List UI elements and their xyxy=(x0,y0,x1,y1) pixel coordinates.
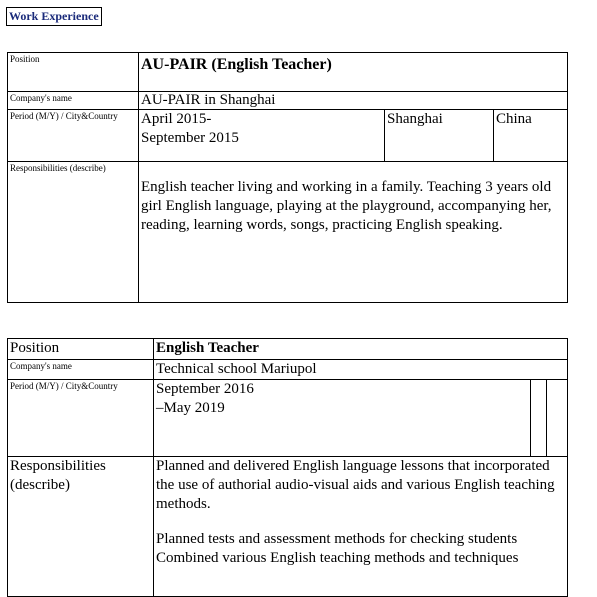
responsibilities-label: Responsibilities (describe) xyxy=(8,457,154,597)
period-value xyxy=(154,380,531,457)
period-row xyxy=(8,380,568,457)
period-label: Period (M/Y) / City&Country xyxy=(8,380,154,457)
position-label: Position xyxy=(8,339,154,360)
section-title: Work Experience xyxy=(6,7,102,26)
position-value: English Teacher xyxy=(154,339,568,360)
period-row xyxy=(8,110,568,162)
position-row xyxy=(8,339,568,360)
country-value: China xyxy=(494,110,568,162)
period-label: Period (M/Y) / City&Country xyxy=(8,110,139,162)
period-value xyxy=(139,110,385,162)
responsibilities-paragraph: Planned and delivered English language lessons that incorporated the use of authorial audio-visual aids and various English teaching methods. xyxy=(156,458,555,512)
responsibilities-paragraph: Planned tests and assessment methods for checking students Combined various English teaching methods and techniques xyxy=(156,531,519,566)
city-value xyxy=(531,380,547,457)
company-row xyxy=(8,92,568,110)
city-value: Shanghai xyxy=(385,110,494,162)
period-start: September 2016 xyxy=(156,381,254,397)
company-value: AU-PAIR in Shanghai xyxy=(139,92,568,110)
position-value: AU-PAIR (English Teacher) xyxy=(139,53,568,92)
job-table-2 xyxy=(7,338,568,597)
responsibilities-value xyxy=(154,457,568,597)
job-table-1 xyxy=(7,52,568,303)
responsibilities-row xyxy=(8,162,568,303)
company-row xyxy=(8,360,568,380)
company-label: Company's name xyxy=(8,92,139,110)
period-end: September 2015 xyxy=(141,130,239,146)
responsibilities-row xyxy=(8,457,568,597)
company-value: Technical school Mariupol xyxy=(154,360,568,380)
company-label: Company's name xyxy=(8,360,154,380)
position-row xyxy=(8,53,568,92)
period-start: April 2015- xyxy=(141,111,212,127)
period-end: –May 2019 xyxy=(156,400,225,416)
position-label: Position xyxy=(8,53,139,92)
responsibilities-label: Responsibilities (describe) xyxy=(8,162,139,303)
country-value xyxy=(547,380,568,457)
responsibilities-value: English teacher living and working in a family. Teaching 3 years old girl English language, playing at the playground, accompanying her, reading, learning words, songs, practicing English speaking. xyxy=(139,162,568,303)
